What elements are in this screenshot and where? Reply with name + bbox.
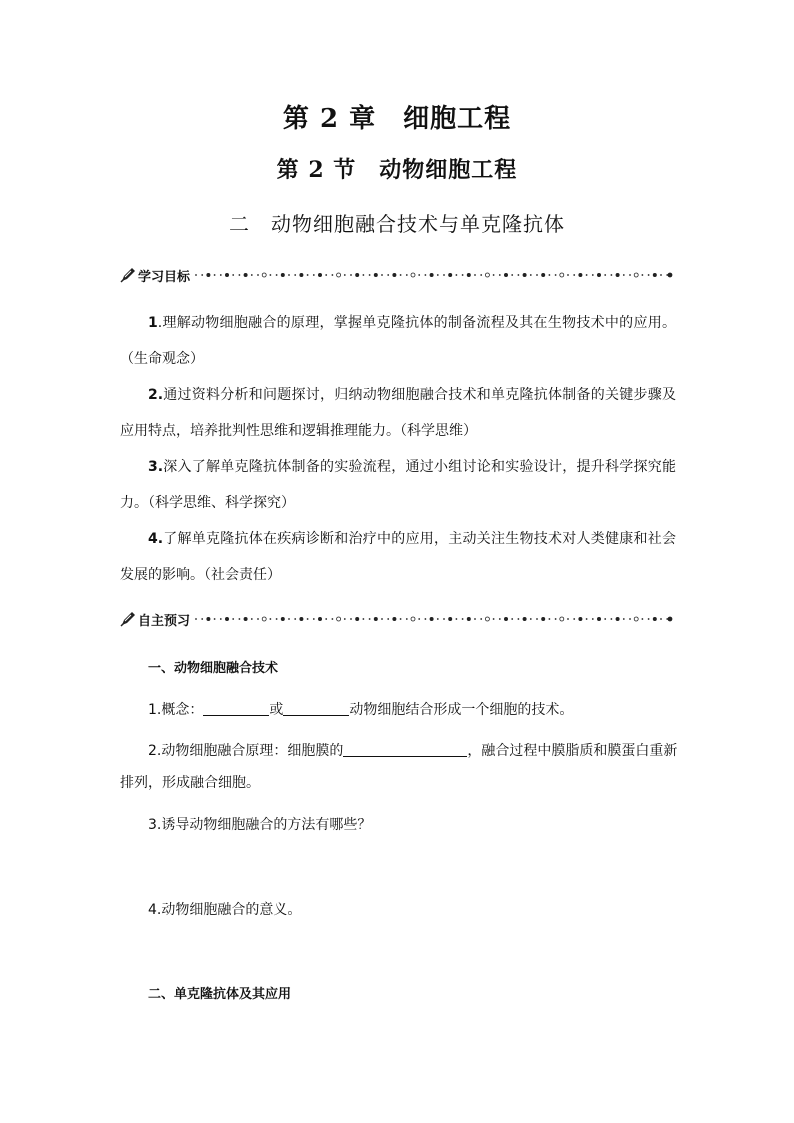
question-3: 3.诱导动物细胞融合的方法有哪些？	[148, 817, 372, 833]
divider-dot	[611, 618, 613, 620]
heading-cell-fusion: 一、动物细胞融合技术	[148, 661, 279, 676]
divider-dot	[363, 274, 365, 276]
divider-dot	[604, 274, 606, 276]
divider-dot	[363, 618, 365, 620]
divider-dot	[288, 274, 290, 276]
divider-dot	[369, 274, 371, 276]
divider-dot	[281, 617, 285, 621]
divider-dot	[425, 274, 427, 276]
objectives-label: 学习目标	[138, 269, 191, 285]
divider-dot	[578, 617, 582, 621]
divider-dot	[530, 274, 532, 276]
divider-dot	[578, 273, 582, 277]
divider-dot	[201, 274, 203, 276]
divider-dot	[206, 273, 210, 277]
divider-dot	[350, 274, 352, 276]
divider-dot	[499, 274, 501, 276]
divider-dot	[504, 617, 508, 621]
divider-dot	[549, 618, 551, 620]
divider-dot	[430, 617, 434, 621]
divider-dot	[257, 274, 259, 276]
objective-num-4: 4.	[148, 531, 164, 547]
divider-dot	[456, 618, 458, 620]
divider-dot	[299, 617, 303, 621]
divider-dot	[225, 273, 229, 277]
divider-dot	[560, 617, 564, 621]
divider-dot	[406, 274, 408, 276]
divider-dot	[411, 617, 415, 621]
divider-dot	[592, 274, 594, 276]
dotted-divider	[194, 614, 673, 624]
divider-dot	[541, 617, 545, 621]
q2-blank[interactable]	[343, 742, 467, 757]
objective-num-2: 2.	[148, 387, 164, 403]
divider-dot	[276, 618, 278, 620]
divider-dot	[400, 618, 402, 620]
q1-prefix: 1.概念：	[148, 702, 204, 718]
divider-dot	[195, 618, 197, 620]
divider-dot	[642, 274, 644, 276]
divider-dot	[350, 618, 352, 620]
divider-dot	[660, 274, 662, 276]
pen-icon	[120, 267, 136, 283]
divider-dot	[257, 618, 259, 620]
divider-dot	[660, 618, 662, 620]
divider-dot	[560, 273, 564, 277]
divider-end-dot	[668, 617, 673, 622]
divider-dot	[616, 617, 620, 621]
divider-dot	[634, 617, 638, 621]
chapter-title: 第 2 章 细胞工程	[282, 104, 512, 134]
divider-dot	[332, 618, 334, 620]
divider-dot	[592, 618, 594, 620]
divider-dot	[406, 618, 408, 620]
divider-dot	[307, 618, 309, 620]
divider-dot	[586, 274, 588, 276]
divider-dot	[374, 273, 378, 277]
divider-dot	[511, 618, 513, 620]
divider-dot	[511, 274, 513, 276]
divider-dot	[270, 618, 272, 620]
heading-monoclonal: 二、单克隆抗体及其应用	[148, 987, 292, 1002]
divider-dot	[344, 274, 346, 276]
preview-label: 自主预习	[138, 613, 191, 629]
divider-dot	[462, 618, 464, 620]
divider-dot	[437, 274, 439, 276]
divider-dot	[530, 618, 532, 620]
divider-dot	[325, 274, 327, 276]
divider-dot	[480, 618, 482, 620]
divider-dot	[381, 274, 383, 276]
divider-dot	[337, 273, 341, 277]
q1-suffix: 动物细胞结合形成一个细胞的技术。	[349, 702, 574, 718]
divider-dot	[201, 618, 203, 620]
divider-dot	[555, 618, 557, 620]
objective-text-1: .理解动物细胞融合的原理，掌握单克隆抗体的制备流程及其在生物技术中的应用。（生命观念）	[120, 315, 676, 367]
divider-dot	[206, 617, 210, 621]
divider-dot	[262, 617, 266, 621]
divider-dot	[332, 274, 334, 276]
divider-dot	[220, 618, 222, 620]
divider-dot	[294, 274, 296, 276]
divider-dot	[623, 618, 625, 620]
divider-dot	[195, 274, 197, 276]
divider-dot	[474, 274, 476, 276]
divider-dot	[355, 617, 359, 621]
q2-suffix: ，融合过程中膜脂质和膜蛋白重新	[467, 743, 678, 759]
divider-dot	[288, 618, 290, 620]
q1-blank-1[interactable]	[203, 701, 269, 716]
divider-dot	[597, 273, 601, 277]
divider-dot	[262, 273, 266, 277]
divider-dot	[493, 274, 495, 276]
divider-dot	[604, 618, 606, 620]
divider-dot	[443, 618, 445, 620]
divider-dot	[381, 618, 383, 620]
divider-dot	[518, 274, 520, 276]
divider-dot	[555, 274, 557, 276]
divider-dot	[474, 618, 476, 620]
divider-dot	[653, 617, 657, 621]
divider-dot	[411, 273, 415, 277]
objectives-bar	[120, 265, 673, 285]
divider-dot	[648, 618, 650, 620]
pen-icon	[120, 611, 136, 627]
divider-dot	[239, 274, 241, 276]
divider-dot	[499, 618, 501, 620]
divider-dot	[430, 273, 434, 277]
divider-dot	[462, 274, 464, 276]
divider-dot	[467, 273, 471, 277]
question-1	[148, 699, 573, 719]
divider-dot	[251, 618, 253, 620]
divider-dot	[536, 274, 538, 276]
q1-mid: 或	[269, 702, 284, 718]
divider-dot	[294, 618, 296, 620]
divider-dot	[244, 617, 248, 621]
preview-bar	[120, 609, 673, 629]
divider-dot	[480, 274, 482, 276]
divider-dot	[392, 617, 396, 621]
divider-dot	[337, 617, 341, 621]
divider-dot	[567, 618, 569, 620]
divider-dot	[369, 618, 371, 620]
divider-dot	[448, 273, 452, 277]
divider-dot	[611, 274, 613, 276]
divider-dot	[355, 273, 359, 277]
divider-dot	[634, 273, 638, 277]
divider-dot	[225, 617, 229, 621]
divider-dot	[573, 618, 575, 620]
q1-blank-2[interactable]	[283, 701, 349, 716]
divider-dot	[467, 617, 471, 621]
divider-dot	[214, 618, 216, 620]
divider-dot	[251, 274, 253, 276]
divider-dot	[232, 274, 234, 276]
question-2-line2: 排列，形成融合细胞。	[120, 775, 260, 791]
divider-dot	[485, 617, 489, 621]
divider-dot	[318, 273, 322, 277]
question-2	[148, 740, 677, 760]
divider-dot	[518, 618, 520, 620]
divider-dot	[573, 274, 575, 276]
divider-dot	[549, 274, 551, 276]
divider-dot	[307, 274, 309, 276]
divider-dot	[276, 274, 278, 276]
divider-dot	[456, 274, 458, 276]
divider-dot	[623, 274, 625, 276]
divider-dot	[313, 274, 315, 276]
divider-dot	[485, 273, 489, 277]
divider-dot	[597, 617, 601, 621]
divider-dot	[448, 617, 452, 621]
divider-dot	[536, 618, 538, 620]
dotted-divider	[194, 270, 673, 280]
q2-prefix: 2.动物细胞融合原理：细胞膜的	[148, 743, 344, 759]
divider-dot	[653, 273, 657, 277]
sub-title: 二 动物细胞融合技术与单克隆抗体	[229, 212, 565, 236]
divider-dot	[239, 618, 241, 620]
divider-dot	[313, 618, 315, 620]
divider-dot	[392, 273, 396, 277]
divider-dot	[418, 618, 420, 620]
divider-dot	[493, 618, 495, 620]
objective-item-2	[120, 377, 676, 449]
divider-dot	[523, 273, 527, 277]
objective-text-3: 深入了解单克隆抗体制备的实验流程，通过小组讨论和实验设计，提升科学探究能力。（科学思维、科学探究）	[120, 459, 676, 511]
divider-dot	[586, 618, 588, 620]
divider-dot	[374, 617, 378, 621]
divider-dot	[244, 273, 248, 277]
divider-dot	[437, 618, 439, 620]
objective-num-3: 3.	[148, 459, 164, 475]
divider-dot	[648, 274, 650, 276]
divider-dot	[418, 274, 420, 276]
objective-text-4: 了解单克隆抗体在疾病诊断和治疗中的应用，主动关注生物技术对人类健康和社会发展的影响。（社会责任）	[120, 531, 676, 583]
divider-dot	[270, 274, 272, 276]
question-4: 4.动物细胞融合的意义。	[148, 902, 302, 918]
objective-item-1	[120, 305, 676, 377]
divider-end-dot	[668, 273, 673, 278]
objective-item-4	[120, 521, 676, 593]
objective-num-1: 1	[148, 315, 158, 331]
divider-dot	[523, 617, 527, 621]
divider-dot	[387, 618, 389, 620]
divider-dot	[220, 274, 222, 276]
divider-dot	[232, 618, 234, 620]
divider-dot	[425, 618, 427, 620]
divider-dot	[567, 274, 569, 276]
divider-dot	[616, 273, 620, 277]
divider-dot	[629, 618, 631, 620]
divider-dot	[504, 273, 508, 277]
objective-text-2: 通过资料分析和问题探讨，归纳动物细胞融合技术和单克隆抗体制备的关键步骤及应用特点，培养批判性思维和逻辑推理能力。（科学思维）	[120, 387, 676, 439]
divider-dot	[318, 617, 322, 621]
divider-dot	[299, 273, 303, 277]
objective-item-3	[120, 449, 676, 521]
section-title: 第 2 节 动物细胞工程	[276, 157, 518, 183]
divider-dot	[541, 273, 545, 277]
divider-dot	[344, 618, 346, 620]
divider-dot	[387, 274, 389, 276]
divider-dot	[400, 274, 402, 276]
divider-dot	[325, 618, 327, 620]
divider-dot	[642, 618, 644, 620]
divider-dot	[443, 274, 445, 276]
divider-dot	[629, 274, 631, 276]
divider-dot	[281, 273, 285, 277]
divider-dot	[214, 274, 216, 276]
